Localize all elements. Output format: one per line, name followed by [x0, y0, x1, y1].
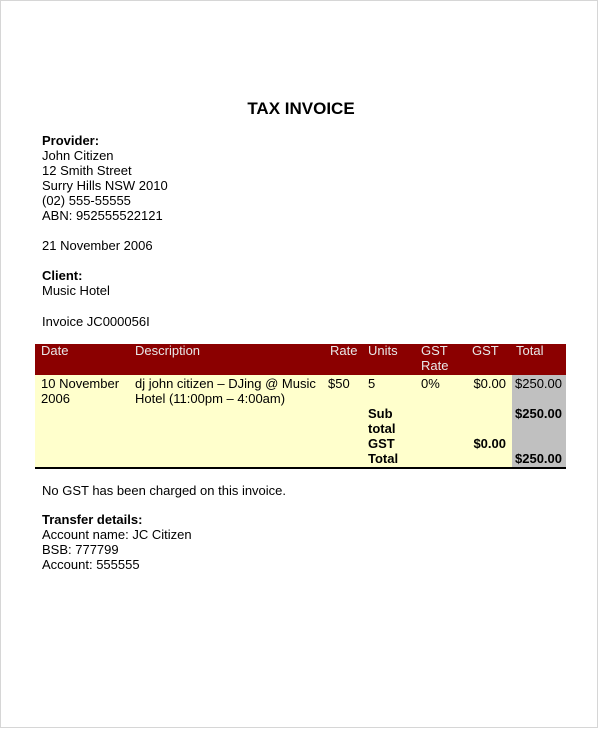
row-date-line1: 10 November	[41, 376, 120, 391]
transfer-account: Account: 555555	[42, 557, 140, 572]
row-gst: $0.00	[473, 376, 506, 391]
row-total: $250.00	[515, 376, 562, 391]
client-block	[42, 268, 110, 298]
page-title: TAX INVOICE	[247, 99, 355, 118]
provider-street: 12 Smith Street	[42, 163, 132, 178]
row-description-line1: dj john citizen – DJing @ Music	[135, 376, 316, 391]
header-gst-rate-line2: Rate	[421, 358, 449, 373]
row-description-line2: Hotel (11:00pm – 4:00am)	[135, 391, 286, 406]
transfer-block	[42, 512, 192, 572]
gst-total-label-line2: Total	[368, 451, 399, 466]
header-gst: GST	[472, 343, 499, 358]
transfer-account-name: Account name: JC Citizen	[42, 527, 192, 542]
provider-abn: ABN: 952555522121	[42, 208, 163, 223]
row-gst-rate: 0%	[421, 376, 440, 391]
row-date-line2: 2006	[41, 391, 70, 406]
invoice-table	[35, 344, 566, 469]
table-body	[35, 375, 566, 469]
header-description: Description	[135, 343, 201, 358]
gst-total-label-line1: GST	[368, 436, 395, 451]
subtotal-value: $250.00	[515, 406, 562, 421]
header-date: Date	[41, 343, 69, 358]
header-units: Units	[368, 343, 398, 358]
grand-total-value: $250.00	[515, 451, 562, 466]
provider-name: John Citizen	[42, 148, 114, 163]
gst-total-gst: $0.00	[473, 436, 506, 451]
client-name: Music Hotel	[42, 283, 110, 298]
subtotal-label-line2: total	[368, 421, 396, 436]
header-gst-rate-line1: GST	[421, 343, 448, 358]
client-heading: Client:	[42, 268, 83, 283]
invoice-date: 21 November 2006	[42, 238, 153, 253]
header-rate: Rate	[330, 343, 358, 358]
gst-note: No GST has been charged on this invoice.	[42, 483, 287, 498]
provider-phone: (02) 555-55555	[42, 193, 131, 208]
row-rate: $50	[328, 376, 350, 391]
transfer-bsb: BSB: 777799	[42, 542, 119, 557]
provider-suburb: Surry Hills NSW 2010	[42, 178, 168, 193]
header-total: Total	[516, 343, 544, 358]
transfer-heading: Transfer details:	[42, 512, 143, 527]
row-units: 5	[368, 376, 376, 391]
provider-block	[42, 133, 168, 223]
invoice-number: Invoice JC000056I	[42, 314, 150, 329]
provider-heading: Provider:	[42, 133, 100, 148]
subtotal-label-line1: Sub	[368, 406, 393, 421]
table-header	[35, 344, 566, 375]
